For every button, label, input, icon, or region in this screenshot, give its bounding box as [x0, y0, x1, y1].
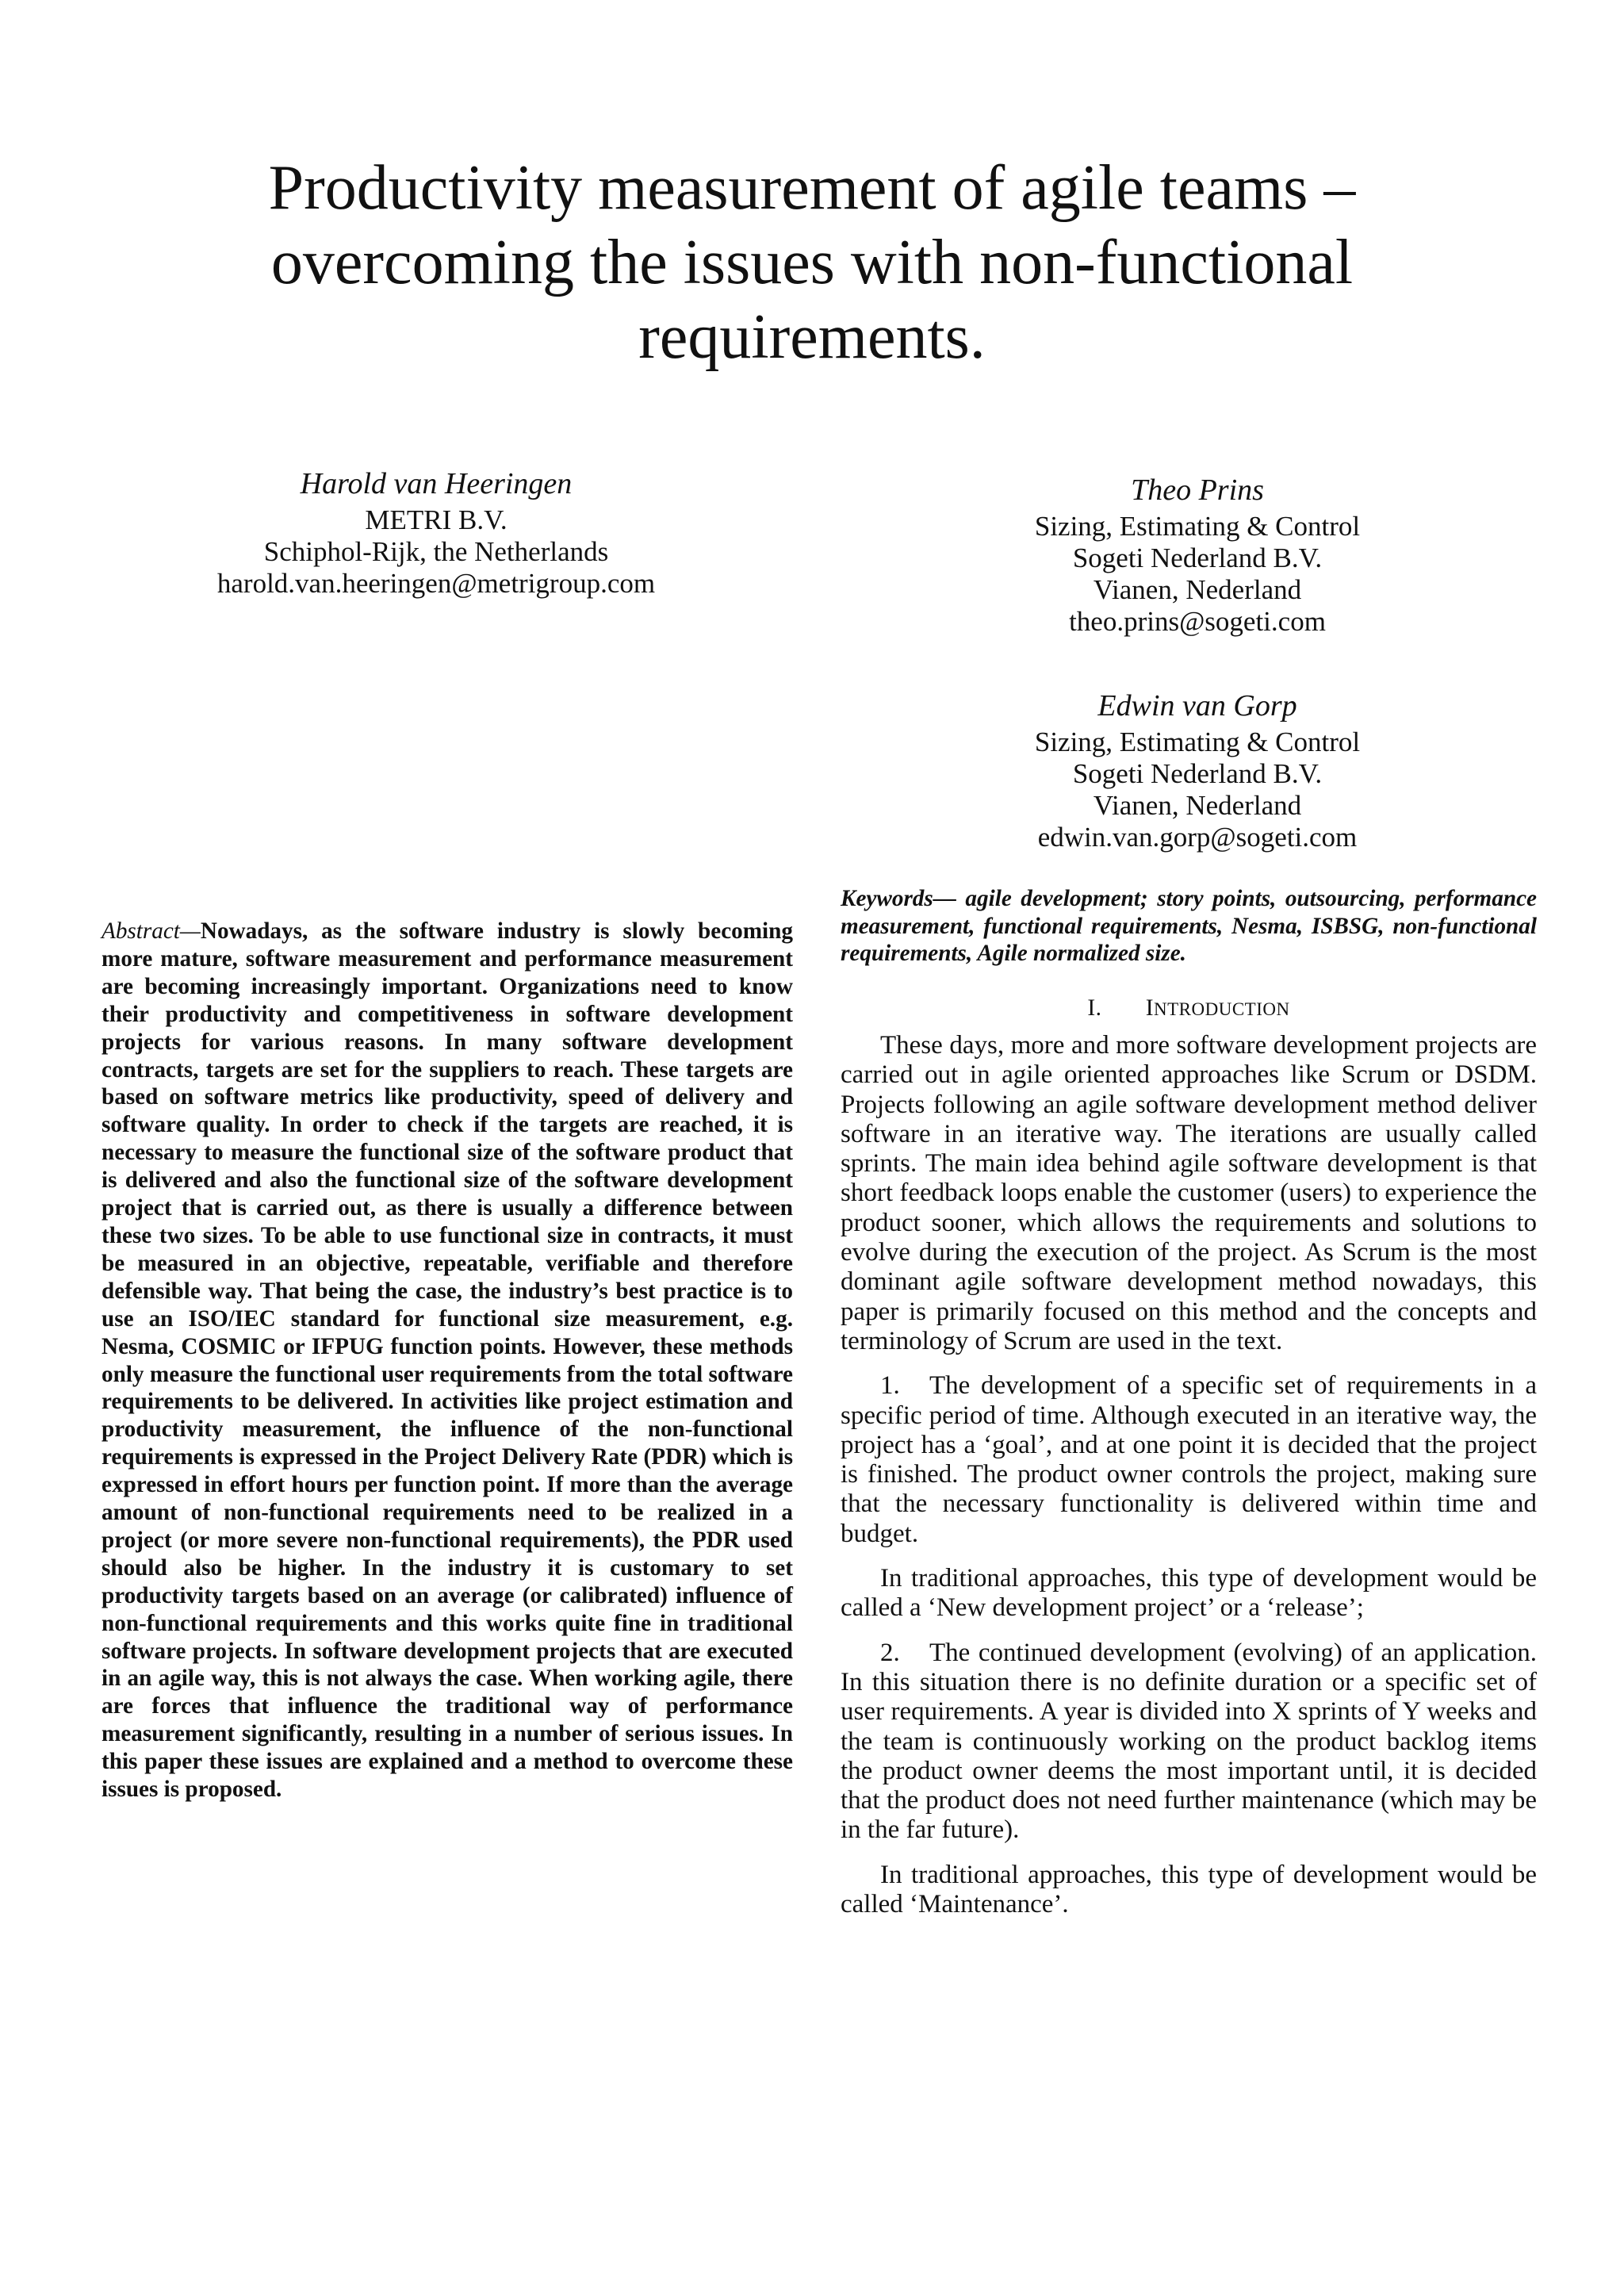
author-location: Vianen, Nederland [1093, 574, 1302, 605]
paragraph: These days, more and more software development projects are carried out in agile oriented approaches like Scrum or DSDM. Projects following an agile software development method deliver software in an iterative way. The iterations are usually called sprints. The main idea behind agile software development is that short feedback loops enable the customer (users) to experience the product sooner, which allows the requirements and solutions to evolve during the execution of the project. As Scrum is the most dominant agile software development method nowadays, this paper is primarily focused on this method and the concepts and terminology of Scrum are used in the text. [841, 1031, 1537, 1355]
abstract-label: Abstract— [102, 918, 201, 944]
author-location: Vianen, Nederland [1093, 790, 1302, 821]
author-name: Theo Prins [1131, 473, 1264, 507]
paragraph: In traditional approaches, this type of development would be called a ‘New development project’ or a ‘release’; [841, 1564, 1537, 1623]
author-org: Sogeti Nederland B.V. [1072, 542, 1323, 573]
author-block-1 [174, 463, 698, 600]
list-item [841, 1371, 1537, 1549]
author-block-2 [975, 470, 1419, 638]
list-item-text: The development of a specific set of requirements in a specific period of time. Although executed in an iterative way, the project has a ‘goal’, and at one point it is decided that the project is finished. The product owner controls the project, making sure that the necessary functionality is delivered within time and budget. [841, 1371, 1537, 1548]
abstract-text: Nowadays, as the software industry is slowly becoming more mature, software measurement and performance measurement are becoming increasingly important. Organizations need to know their productivity and competitiveness in software development projects for various reasons. In many software development contracts, targets are set for the suppliers to reach. These targets are based on software metrics like productivity, speed of delivery and software quality. In order to check if the targets are reached, it is necessary to measure the functional size of the software product that is delivered and also the functional size of the software development project that is carried out, as there is usually a difference between these two sizes. To be able to use functional size in contracts, it must be measured in an objective, repeatable, verifiable and therefore defensible way. That being the case, the industry’s best practice is to use an ISO/IEC standard for functional size measurement, e.g. Nesma, COSMIC or IFPUG function points. However, these methods only measure the functional user requirements from the total software requirements to be delivered. In activities like project estimation and productivity measurement, the influence of the non-functional requirements is expressed in the Project Delivery Rate (PDR) which is expressed in effort hours per function point. If more than the average amount of non-functional requirements need to be realized in a project (or more severe non-functional requirements), the PDR used should also be higher. In the industry it is customary to set productivity targets based on an average (or calibrated) influence of non-functional requirements and this works quite fine in traditional software projects. In software development projects that are executed in an agile way, this is not always the case. When working agile, there are forces that influence the traditional way of performance measurement significantly, resulting in a number of serious issues. In this paper these issues are explained and a method to overcome these issues is proposed. [102, 918, 793, 1803]
list-item [841, 1639, 1537, 1846]
list-item-text: The continued development (evolving) of an application. In this situation there is no definite duration or a specific set of user requirements. A year is divided into X sprints of Y weeks and the team is continuously working on the product backlog items the product owner deems the most important until, it is decided that the product does not need further maintenance (which may be in the far future). [841, 1638, 1537, 1845]
intro-body [841, 1031, 1537, 1934]
list-number: 2. [880, 1638, 900, 1667]
section-title-initial: I [1145, 995, 1155, 1021]
paragraph: In traditional approaches, this type of development would be called ‘Maintenance’. [841, 1860, 1537, 1919]
paper-title: Productivity measurement of agile teams – overcoming the issues with non-functional requirements. [268, 153, 1356, 372]
author-org: Sogeti Nederland B.V. [1072, 758, 1323, 789]
author-name: Edwin van Gorp [1097, 689, 1297, 723]
author-name: Harold van Heeringen [300, 467, 573, 500]
author-email: harold.van.heeringen@metrigroup.com [216, 568, 656, 599]
keywords: Keywords— agile development; story points, outsourcing, performance measurement, functional requirements, Nesma, ISBSG, non-functional requirements, Agile normalized size. [841, 886, 1537, 966]
author-block-3 [975, 685, 1419, 853]
author-dept: Sizing, Estimating & Control [1034, 511, 1361, 542]
section-heading [841, 994, 1537, 1024]
abstract [102, 918, 793, 1803]
section-number: I. [1087, 995, 1102, 1021]
author-email: edwin.van.gorp@sogeti.com [1037, 822, 1358, 853]
author-org: METRI B.V. [365, 504, 508, 535]
author-dept: Sizing, Estimating & Control [1034, 726, 1361, 757]
author-location: Schiphol-Rijk, the Netherlands [263, 536, 609, 567]
list-number: 1. [880, 1371, 900, 1401]
author-email: theo.prins@sogeti.com [1069, 606, 1326, 637]
section-title-rest: NTRODUCTION [1154, 999, 1290, 1019]
